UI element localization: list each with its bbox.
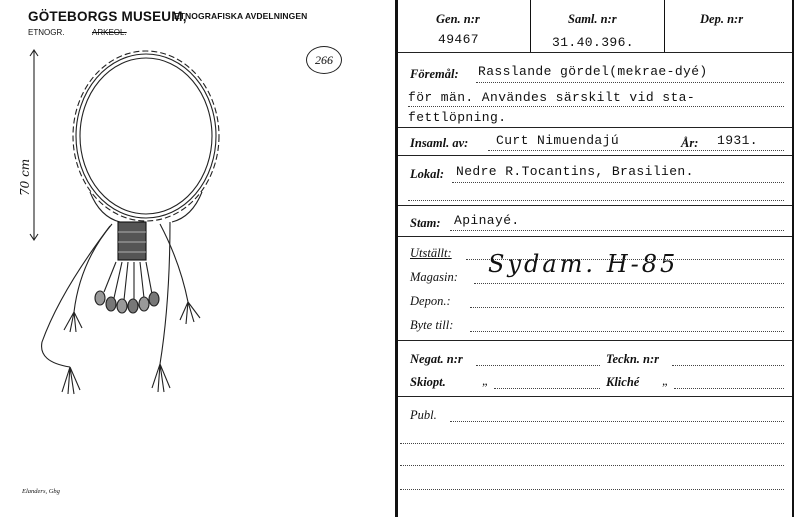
rule-insaml [398, 155, 792, 156]
stam-label: Stam: [410, 216, 441, 230]
teckn-label: Teckn. n:r [606, 352, 660, 366]
saml-label: Saml. n:r [568, 12, 617, 26]
foremal-label: Föremål: [410, 67, 459, 81]
insaml-label: Insaml. av: [410, 136, 469, 150]
printer-credit: Elanders, Gbg [22, 488, 60, 495]
skiopt-label: Skiopt. [410, 375, 446, 389]
ar-label: År: [681, 136, 699, 150]
circled-number: 266 [306, 46, 342, 74]
skiopt-ditto: „ [482, 374, 489, 388]
insaml-value: Curt Nimuendajú [496, 133, 620, 148]
foremal-line2: för män. Användes särskilt vid sta- [408, 90, 696, 105]
rule-foremal [398, 127, 792, 128]
magasin-label: Magasin: [410, 270, 458, 284]
rule-top [398, 52, 792, 53]
col-divider-2 [664, 0, 665, 52]
utstallt-label: Utställt: [410, 246, 452, 260]
gen-label: Gen. n:r [436, 12, 480, 26]
depon-label: Depon.: [410, 294, 451, 308]
measure-text: 70 cm [18, 158, 32, 196]
lokal-value: Nedre R.Tocantins, Brasilien. [456, 164, 694, 179]
department-name: ETNOGRAFISKA AVDELNINGEN [174, 11, 308, 21]
rule-magasin [398, 340, 792, 341]
ar-value: 1931. [717, 133, 759, 148]
kliche-ditto: „ [662, 374, 669, 388]
saml-value: 31.40.396. [552, 35, 635, 50]
publ-label: Publ. [410, 408, 437, 422]
arkeol-label: ARKEOL. [92, 28, 127, 37]
card-right-border [792, 0, 794, 517]
stam-value: Apinayé. [454, 213, 520, 228]
kliche-label: Kliché [606, 375, 640, 389]
foremal-line1: Rasslande gördel(mekrae-dyé) [478, 64, 708, 79]
col-divider-1 [530, 0, 531, 52]
rule-stam [398, 236, 792, 237]
etnogr-label: ETNOGR. [28, 28, 65, 37]
lokal-label: Lokal: [410, 167, 445, 181]
byte-label: Byte till: [410, 318, 454, 332]
dep-label: Dep. n:r [700, 12, 744, 26]
gen-value: 49467 [438, 32, 480, 47]
belt-sketch [20, 42, 260, 462]
negat-label: Negat. n:r [410, 352, 463, 366]
rule-lokal [398, 205, 792, 206]
museum-name: GÖTEBORGS MUSEUM, [28, 9, 187, 24]
magasin-value: Sydam. H-85 [488, 250, 679, 278]
foremal-line3: fettlöpning. [408, 110, 507, 125]
card-left-border [395, 0, 398, 517]
rule-negat [398, 396, 792, 397]
